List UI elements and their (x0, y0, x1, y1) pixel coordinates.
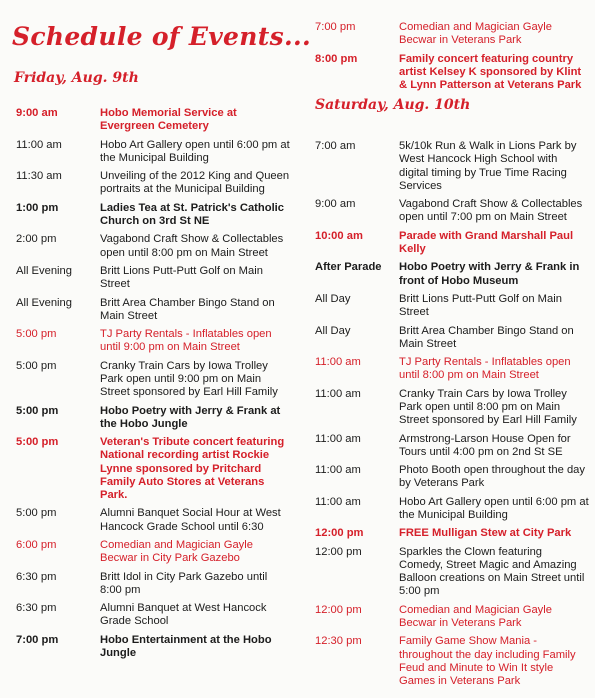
friday-heading (14, 70, 139, 86)
event-description: Comedian and Magician Gayle Becwar in Veterans Park (399, 21, 552, 47)
event-time: All Evening (16, 296, 72, 309)
event-time: 11:00 am (315, 464, 361, 477)
event-item (0, 360, 300, 400)
event-description: FREE Mulligan Stew at City Park (399, 527, 572, 540)
event-time: After Parade (315, 261, 382, 274)
event-description: Hobo Entertainment at the Hobo Jungle (100, 633, 272, 659)
event-time: 11:00 am (315, 356, 361, 369)
event-item (305, 53, 595, 93)
event-time: 10:00 am (315, 229, 363, 242)
event-time: 6:00 pm (16, 538, 57, 551)
event-item (0, 634, 300, 660)
event-time: 8:00 pm (315, 52, 358, 65)
event-description: Hobo Poetry with Jerry & Frank in front of Hobo Museum (399, 261, 580, 287)
event-description: Vagabond Craft Show & Collectables open until 7:00 pm on Main Street (399, 198, 583, 224)
event-description: Family concert featuring country artist Kelsey K sponsored by Klint & Lynn Patterson at Veterans Park (399, 52, 582, 91)
event-item (305, 198, 595, 224)
event-description: Photo Booth open throughout the day by Veterans Park (399, 464, 585, 490)
event-description: Hobo Memorial Service at Evergreen Cemetery (100, 107, 237, 133)
event-time: 12:00 pm (315, 545, 362, 558)
event-time: 9:00 am (315, 198, 356, 211)
event-time: 7:00 pm (315, 21, 356, 33)
friday-event-list (0, 107, 300, 665)
event-item (305, 21, 595, 47)
event-time: 9:00 am (16, 107, 58, 119)
event-item (305, 388, 595, 428)
event-description: 5k/10k Run & Walk in Lions Park by West Hancock High School with digital timing by True Time Racing Services (399, 140, 577, 192)
event-time: 7:00 am (315, 140, 356, 153)
event-item (0, 571, 300, 597)
event-item (0, 602, 300, 628)
friday-heading-text: Friday, Aug. 9th (14, 70, 139, 86)
event-item (0, 507, 300, 533)
event-time: 12:00 pm (315, 527, 364, 540)
event-time: 5:00 pm (16, 359, 57, 372)
event-description: Britt Lions Putt-Putt Golf on Main Street (100, 264, 263, 291)
event-description: Veteran's Tribute concert featuring National recording artist Rockie Lynne sponsored by Pritchard Family Auto Stores at Veterans Park. (100, 436, 285, 501)
event-item (0, 139, 300, 165)
event-description: Hobo Art Gallery open until 6:00 pm at the Municipal Building (399, 495, 589, 521)
event-time: 6:30 pm (16, 602, 57, 615)
event-time: 12:30 pm (315, 635, 362, 648)
event-item (305, 140, 595, 193)
event-time: 2:00 pm (16, 233, 57, 246)
saturday-heading-text: Saturday, Aug. 10th (315, 97, 471, 113)
event-description: Sparkles the Clown featuring Comedy, Street Magic and Amazing Balloon creations on Main Street until 5:00 pm (399, 545, 585, 598)
event-item (305, 604, 595, 630)
event-description: Britt Area Chamber Bingo Stand on Main Street (399, 324, 574, 350)
event-time: 12:00 pm (315, 603, 362, 616)
event-description: Vagabond Craft Show & Collectables open until 8:00 pm on Main Street (100, 233, 284, 259)
event-description: Britt Idol in City Park Gazebo until 8:00 pm (100, 570, 268, 596)
event-description: Alumni Banquet at West Hancock Grade School (100, 602, 267, 628)
event-time: 11:00 am (315, 432, 361, 445)
right-event-list (305, 21, 595, 693)
event-item (305, 635, 595, 688)
event-time: All Day (315, 292, 351, 305)
event-item (305, 433, 595, 459)
event-description: Ladies Tea at St. Patrick's Catholic Church on 3rd St NE (100, 201, 285, 227)
event-item (305, 325, 595, 351)
page-title: Schedule of Events... (12, 22, 311, 51)
event-description: Comedian and Magician Gayle Becwar in Veterans Park (399, 603, 552, 629)
event-item (305, 464, 595, 490)
event-time: 11:30 am (16, 170, 62, 183)
event-time: 7:00 pm (16, 633, 59, 646)
event-item (0, 405, 300, 431)
event-time: 11:00 am (16, 138, 62, 151)
event-item (305, 293, 595, 319)
event-time: 1:00 pm (16, 201, 59, 214)
event-description: TJ Party Rentals - Inflatables open until 9:00 pm on Main Street (100, 328, 272, 354)
event-description: Family Game Show Mania - throughout the day including Family Feud and Minute to Win It style Games in Veterans Park (399, 635, 576, 687)
event-item (0, 265, 300, 291)
event-item (305, 230, 595, 256)
event-item (0, 107, 300, 133)
event-time: All Evening (16, 264, 72, 277)
event-description: Hobo Poetry with Jerry & Frank at the Hobo Jungle (100, 404, 281, 430)
event-item (0, 297, 300, 323)
event-description: Parade with Grand Marshall Paul Kelly (399, 229, 574, 255)
event-description: Britt Area Chamber Bingo Stand on Main Street (100, 296, 275, 322)
event-item (305, 496, 595, 522)
event-item (0, 539, 300, 565)
event-item (0, 170, 300, 196)
event-description: Alumni Banquet Social Hour at West Hancock Grade School until 6:30 (100, 507, 281, 533)
event-time: 5:00 pm (16, 436, 59, 449)
event-item (305, 546, 595, 599)
event-time: 5:00 pm (16, 507, 57, 520)
event-time: 11:00 am (315, 387, 361, 400)
event-time: 5:00 pm (16, 328, 57, 341)
event-description: Britt Lions Putt-Putt Golf on Main Street (399, 292, 562, 319)
event-item (305, 527, 595, 540)
event-time: All Day (315, 324, 351, 337)
event-item (305, 356, 595, 382)
event-item (305, 261, 595, 287)
event-item (0, 328, 300, 354)
event-description: Cranky Train Cars by Iowa Trolley Park open until 9:00 pm on Main Street sponsored by Earl Hill Family (100, 359, 278, 399)
event-description: Hobo Art Gallery open until 6:00 pm at the Municipal Building (100, 138, 290, 164)
event-time: 11:00 am (315, 495, 361, 508)
event-item (0, 436, 300, 502)
event-item (0, 233, 300, 259)
event-description: Cranky Train Cars by Iowa Trolley Park open until 8:00 pm on Main Street sponsored by Earl Hill Family (399, 387, 577, 427)
event-description: TJ Party Rentals - Inflatables open until 8:00 pm on Main Street (399, 356, 571, 382)
event-description: Comedian and Magician Gayle Becwar in City Park Gazebo (100, 538, 253, 565)
event-item (0, 202, 300, 228)
event-description: Armstrong-Larson House Open for Tours until 4:00 pm on 2nd St SE (399, 432, 571, 458)
event-time: 5:00 pm (16, 404, 59, 417)
event-time: 6:30 pm (16, 570, 57, 583)
saturday-heading (315, 97, 470, 113)
event-description: Unveiling of the 2012 King and Queen portraits at the Municipal Building (100, 170, 290, 196)
